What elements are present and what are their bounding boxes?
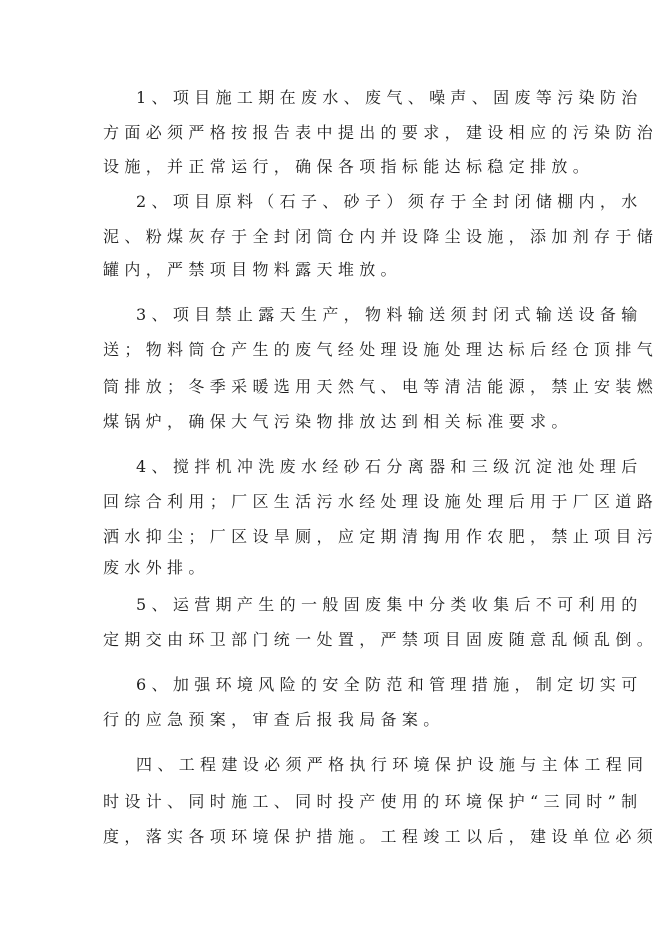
text-line: 煤锅炉，确保大气污染物排放达到相关标准要求。 xyxy=(103,412,573,431)
text-line: 罐内，严禁项目物料露天堆放。 xyxy=(103,260,402,279)
text-line: 废水外排。 xyxy=(103,558,210,577)
text-line: 回综合利用；厂区生活污水经处理设施处理后用于厂区道路 xyxy=(103,492,659,511)
text-line: 6、加强环境风险的安全防范和管理措施，制定切实可 xyxy=(136,675,643,694)
text-line: 洒水抑尘；厂区设旱厕，应定期清掏用作农肥，禁止项目污 xyxy=(103,527,659,546)
text-line: 设施，并正常运行，确保各项指标能达标稳定排放。 xyxy=(103,157,595,176)
text-line: 2、项目原料（石子、砂子）须存于全封闭储棚内，水 xyxy=(136,192,643,211)
text-line: 泥、粉煤灰存于全封闭筒仓内并设降尘设施，添加剂存于储 xyxy=(103,227,659,246)
text-line: 1、项目施工期在废水、废气、噪声、固废等污染防治 xyxy=(136,88,643,107)
text-line: 定期交由环卫部门统一处置，严禁项目固废随意乱倾乱倒。 xyxy=(103,630,659,649)
text-line: 3、项目禁止露天生产，物料输送须封闭式输送设备输 xyxy=(136,305,643,324)
text-line: 时设计、同时施工、同时投产使用的环境保护“三同时”制 xyxy=(103,792,643,811)
text-line: 筒排放；冬季采暖选用天然气、电等清洁能源，禁止安装燃 xyxy=(103,377,659,396)
text-line: 5、运营期产生的一般固废集中分类收集后不可利用的 xyxy=(136,595,643,614)
text-line: 4、搅拌机冲洗废水经砂石分离器和三级沉淀池处理后 xyxy=(136,457,643,476)
text-line: 行的应急预案，审查后报我局备案。 xyxy=(103,710,445,729)
text-line: 送；物料筒仓产生的废气经处理设施处理达标后经仓顶排气 xyxy=(103,340,659,359)
text-line: 度，落实各项环境保护措施。工程竣工以后，建设单位必须 xyxy=(103,827,659,846)
text-line: 方面必须严格按报告表中提出的要求，建设相应的污染防治 xyxy=(103,123,659,142)
text-line: 四、工程建设必须严格执行环境保护设施与主体工程同 xyxy=(136,755,649,774)
